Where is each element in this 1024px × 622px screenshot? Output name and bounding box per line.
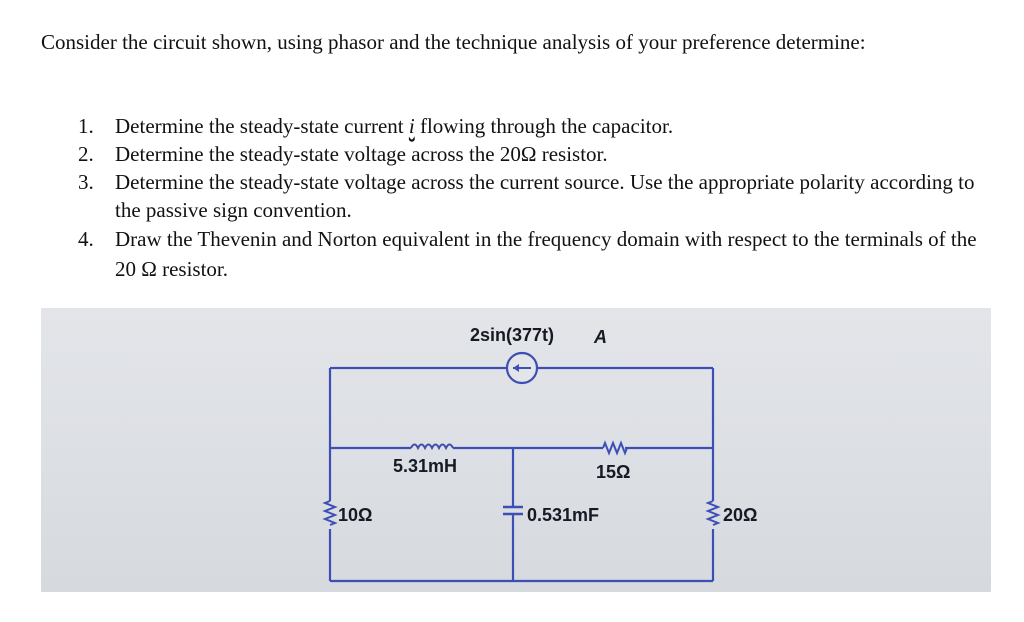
source-label: 2sin(377t) [470, 325, 555, 345]
current-source-icon [507, 353, 537, 383]
task-number: 2. [78, 142, 94, 166]
capacitor-label: 0.531mF [527, 505, 600, 525]
problem-intro: Consider the circuit shown, using phasor and the technique analysis of your preference determine: [41, 30, 866, 54]
current-variable: i [408, 114, 415, 138]
task-text: Draw the Thevenin and Norton equivalent in the frequency domain with respect to the terminals of the 20 Ω resistor. [115, 227, 977, 281]
circuit-photo [41, 308, 991, 592]
inductor-icon [411, 445, 453, 449]
task-number: 3. [78, 170, 94, 194]
task-number: 4. [78, 227, 94, 251]
task-item [78, 168, 998, 224]
resistor-10-icon [325, 501, 335, 525]
resistor-15-label: 15Ω [596, 462, 631, 482]
task-item [78, 112, 998, 140]
task-text: Determine the steady-state voltage across the 20Ω resistor. [115, 142, 608, 166]
resistor-10-label: 10Ω [338, 505, 373, 525]
circuit-wires [330, 368, 713, 581]
task-text: Determine the steady-state voltage across the current source. Use the appropriate polarity according to the passive sign convention. [115, 170, 975, 222]
task-item [78, 140, 998, 168]
resistor-20-label: 20Ω [723, 505, 758, 525]
resistor-20-icon [708, 501, 718, 525]
task-item [78, 224, 998, 284]
task-number: 1. [78, 114, 94, 138]
inductor-label: 5.31mH [393, 456, 458, 476]
source-unit: A [594, 327, 607, 347]
capacitor-icon [503, 507, 523, 514]
resistor-15-icon [603, 443, 627, 453]
circuit-diagram [41, 308, 991, 592]
task-list [78, 112, 998, 284]
task-text: flowing through the capacitor. [414, 114, 674, 138]
task-text: Determine the steady-state current [115, 114, 409, 138]
